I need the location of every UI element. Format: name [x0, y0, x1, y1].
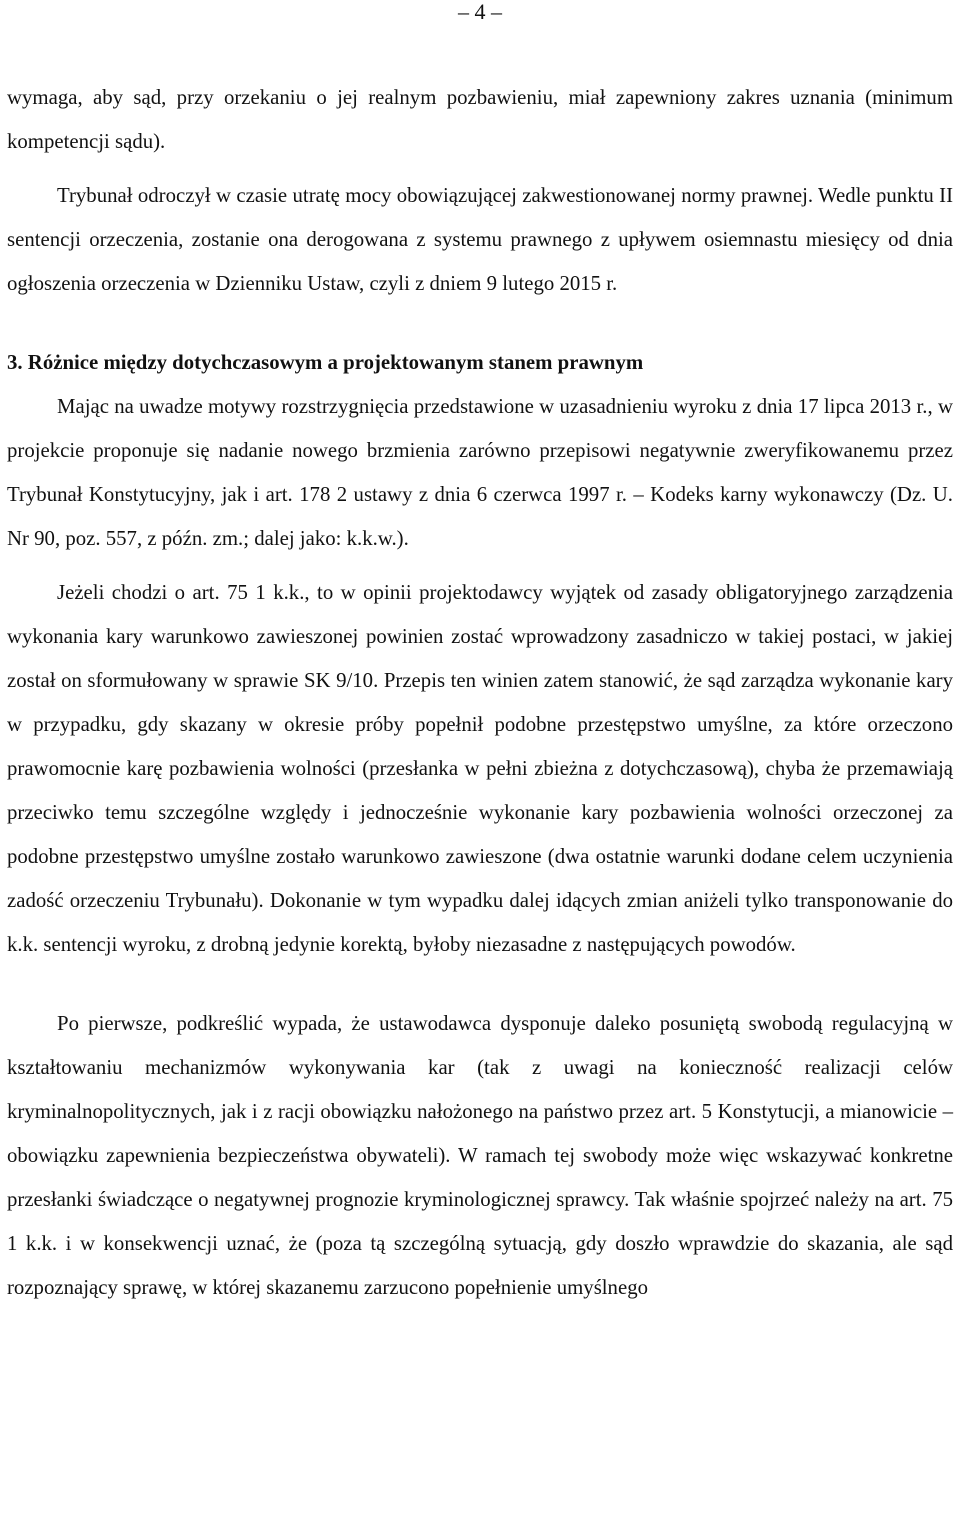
paragraph-first-reason: Po pierwsze, podkreślić wypada, że ustawodawca dysponuje daleko posuniętą swobodą regulacyjną w kształtowaniu mechanizmów wykonywania kar (tak z uwagi na konieczność realizacji celów kryminalnopolitycznych, jak i z racji obowiązku nałożonego na państwo przez art. 5 Konstytucji, a mianowicie – obowiązku zapewnienia bezpieczeństwa obywateli). W ramach tej swobody może więc wskazywać konkretne przesłanki świadczące o negatywnej prognozie kryminologicznej sprawcy. Tak właśnie spojrzeć należy na art. 75 1 k.k. i w konsekwencji uznać, że (poza tą szczególną sytuacją, gdy doszło wprawdzie do skazania, ale sąd rozpoznający sprawę, w której skazanemu zarzucono popełnienie umyślnego	[7, 1012, 953, 1299]
paragraph-proposal: Mając na uwadze motywy rozstrzygnięcia przedstawione w uzasadnieniu wyroku z dnia 17 lipca 2013 r., w projekcie proponuje się nadanie nowego brzmienia zarówno przepisowi negatywnie zweryfikowanemu przez Trybunał Konstytucyjny, jak i art. 178 2 ustawy z dnia 6 czerwca 1997 r. – Kodeks karny wykonawczy (Dz. U. Nr 90, poz. 557, z późn. zm.; dalej jako: k.k.w.).	[7, 395, 953, 550]
section-heading: 3. Różnice między dotychczasowym a projektowanym stanem prawnym	[7, 351, 644, 374]
document-body	[7, 76, 953, 1310]
page-number: – 4 –	[458, 0, 502, 24]
paragraph-continuation: wymaga, aby sąd, przy orzekaniu o jej realnym pozbawieniu, miał zapewniony zakres uznania (minimum kompetencji sądu).	[7, 86, 953, 153]
paragraph-art-75: Jeżeli chodzi o art. 75 1 k.k., to w opinii projektodawcy wyjątek od zasady obligatoryjnego zarządzenia wykonania kary warunkowo zawieszonej powinien zostać wprowadzony zasadniczo w takiej postaci, w jakiej został on sformułowany w sprawie SK 9/10. Przepis ten winien zatem stanowić, że sąd zarządza wykonanie kary w przypadku, gdy skazany w okresie próby popełnił podobne przestępstwo umyślne, za które orzeczono prawomocnie karę pozbawienia wolności (przesłanka w pełni zbieżna z dotychczasową), chyba że przemawiają przeciwko temu szczególne względy i jednocześnie wykonanie kary pozbawienia wolności orzeczonej za podobne przestępstwo umyślne zostało warunkowo zawieszone (dwa ostatnie warunki dodane celem uczynienia zadość orzeczeniu Trybunału). Dokonanie w tym wypadku dalej idących zmian aniżeli tylko transponowanie do k.k. sentencji wyroku, z drobną jedynie korektą, byłoby niezasadne z następujących powodów.	[7, 581, 953, 956]
paragraph-tribunal-deferral: Trybunał odroczył w czasie utratę mocy obowiązującej zakwestionowanej normy prawnej. Wedle punktu II sentencji orzeczenia, zostanie ona derogowana z systemu prawnego z upływem osiemnastu miesięcy od dnia ogłoszenia orzeczenia w Dzienniku Ustaw, czyli z dniem 9 lutego 2015 r.	[7, 184, 953, 295]
